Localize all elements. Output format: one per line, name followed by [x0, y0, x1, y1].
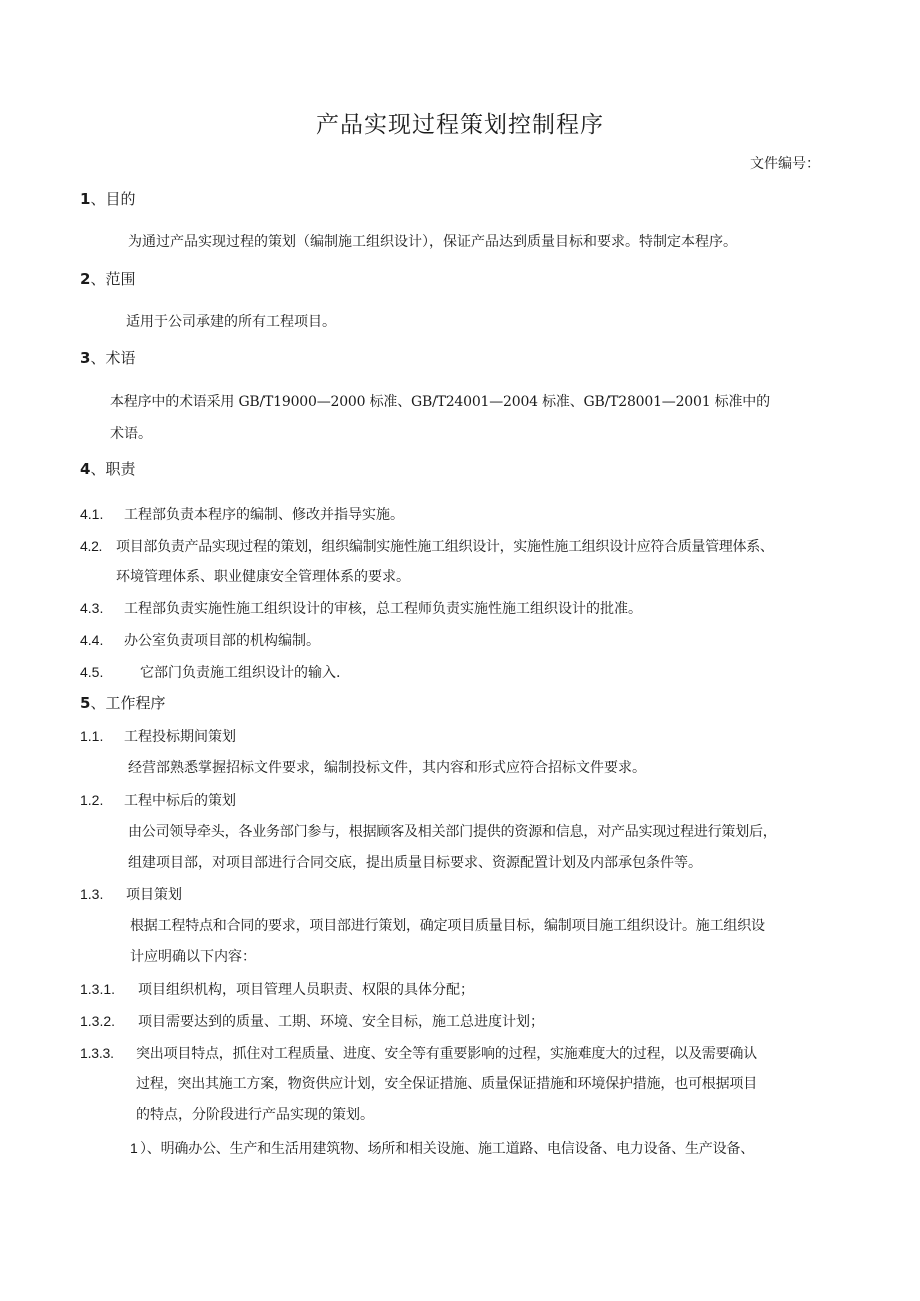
item-4-1-number: 4.1. — [80, 506, 104, 522]
subsection-1-2-heading — [80, 790, 236, 811]
section-3-title: 、术语 — [90, 349, 136, 367]
section-4-number: 4 — [80, 460, 91, 478]
subsection-1-2-title: 工程中标后的策划 — [124, 793, 236, 809]
list-item — [80, 504, 404, 525]
item-4-4-number: 4.4. — [80, 632, 104, 648]
subsection-1-2-number: 1.2. — [80, 792, 104, 808]
item-1-3-1-number: 1.3.1. — [80, 981, 116, 997]
list-item — [80, 1011, 544, 1032]
item-1-3-2-number: 1.3.2. — [80, 1013, 116, 1029]
item-4-4-text: 办公室负责项目部的机构编制。 — [124, 633, 320, 649]
subsection-1-1-heading — [80, 726, 236, 747]
item-4-5-text: 它部门负责施工组织设计的输入. — [140, 665, 341, 681]
item-4-1-text: 工程部负责本程序的编制、修改并指导实施。 — [124, 507, 404, 523]
subsection-1-1-body: 经营部熟悉掌握招标文件要求，编制投标文件，其内容和形式应符合招标文件要求。 — [128, 760, 646, 776]
item-1-3-3-number: 1.3.3. — [80, 1045, 114, 1061]
item-1-3-3-text-line3: 的特点，分阶段进行产品实现的策划。 — [136, 1107, 374, 1123]
subsection-1-3-body-line2: 计应明确以下内容： — [130, 949, 256, 965]
section-2-title: 、范围 — [90, 270, 136, 288]
list-item — [80, 979, 474, 1000]
list-item — [80, 1043, 757, 1064]
section-2-heading — [80, 269, 135, 289]
subsection-1-3-title: 项目策划 — [126, 887, 182, 903]
section-1-heading — [80, 189, 135, 209]
item-4-5-number: 4.5. — [80, 664, 104, 680]
list-item — [80, 598, 642, 619]
section-4-heading — [80, 459, 135, 479]
item-4-2-text: 项目部负责产品实现过程的策划，组织编制实施性施工组织设计，实施性施工组织设计应符合质量管理体系、 — [116, 539, 774, 555]
subsection-1-2-body-line1: 由公司领导牵头，各业务部门参与，根据顾客及相关部门提供的资源和信息，对产品实现过程进行策划后， — [128, 824, 777, 840]
section-2-number: 2 — [80, 270, 91, 288]
item-4-2-number: 4.2. — [80, 538, 103, 554]
section-1-number: 1 — [80, 190, 91, 208]
subsection-1-3-heading — [80, 884, 182, 905]
item-1-3-3-text-line2: 过程，突出其施工方案，物资供应计划，安全保证措施、质量保证措施和环境保护措施，也可根据项目 — [136, 1076, 757, 1092]
section-3-body-line2: 术语。 — [110, 426, 152, 442]
item-4-3-number: 4.3. — [80, 600, 104, 616]
section-5-heading — [80, 693, 165, 713]
list-item — [80, 630, 320, 651]
item-4-2-text-line2: 环境管理体系、职业健康安全管理体系的要求。 — [116, 569, 410, 585]
section-1-body: 为通过产品实现过程的策划（编制施工组织设计），保证产品达到质量目标和要求。特制定本程序。 — [128, 234, 737, 250]
section-3-body-line1: 本程序中的术语采用 GB/T19000—2000 标准、GB/T24001—2004 标准、GB/T28001—2001 标准中的 — [110, 394, 770, 410]
list-item — [130, 1138, 754, 1159]
subsection-1-3-number: 1.3. — [80, 886, 104, 902]
section-4-title: 、职责 — [90, 460, 136, 478]
list-item — [80, 662, 340, 683]
subsection-1-1-number: 1.1. — [80, 728, 104, 744]
item-1-3-2-text: 项目需要达到的质量、工期、环境、安全目标，施工总进度计划； — [138, 1014, 544, 1030]
section-2-body: 适用于公司承建的所有工程项目。 — [126, 314, 336, 330]
subsection-1-1-title: 工程投标期间策划 — [124, 729, 236, 745]
section-1-title: 、目的 — [90, 190, 136, 208]
item-4-3-text: 工程部负责实施性施工组织设计的审核，总工程师负责实施性施工组织设计的批准。 — [124, 601, 642, 617]
subsection-1-3-body-line1: 根据工程特点和合同的要求，项目部进行策划，确定项目质量目标，编制项目施工组织设计。施工组织设 — [130, 918, 765, 934]
section-5-title: 、工作程序 — [90, 694, 166, 712]
section-5-number: 5 — [80, 694, 91, 712]
document-number-label: 文件编号： — [750, 156, 820, 172]
list-item — [80, 536, 774, 557]
item-1-3-1-text: 项目组织机构，项目管理人员职责、权限的具体分配； — [138, 982, 474, 998]
document-title: 产品实现过程策划控制程序 — [316, 112, 604, 138]
item-1-number: 1 — [130, 1140, 138, 1156]
subsection-1-2-body-line2: 组建项目部，对项目部进行合同交底，提出质量目标要求、资源配置计划及内部承包条件等。 — [128, 855, 702, 871]
section-3-heading — [80, 348, 135, 368]
item-1-text: ）、明确办公、生产和生活用建筑物、场所和相关设施、施工道路、电信设备、电力设备、生产设备、 — [140, 1141, 754, 1157]
section-3-number: 3 — [80, 349, 91, 367]
item-1-3-3-text-line1: 突出项目特点，抓住对工程质量、进度、安全等有重要影响的过程，实施难度大的过程，以及需要确认 — [136, 1046, 757, 1062]
